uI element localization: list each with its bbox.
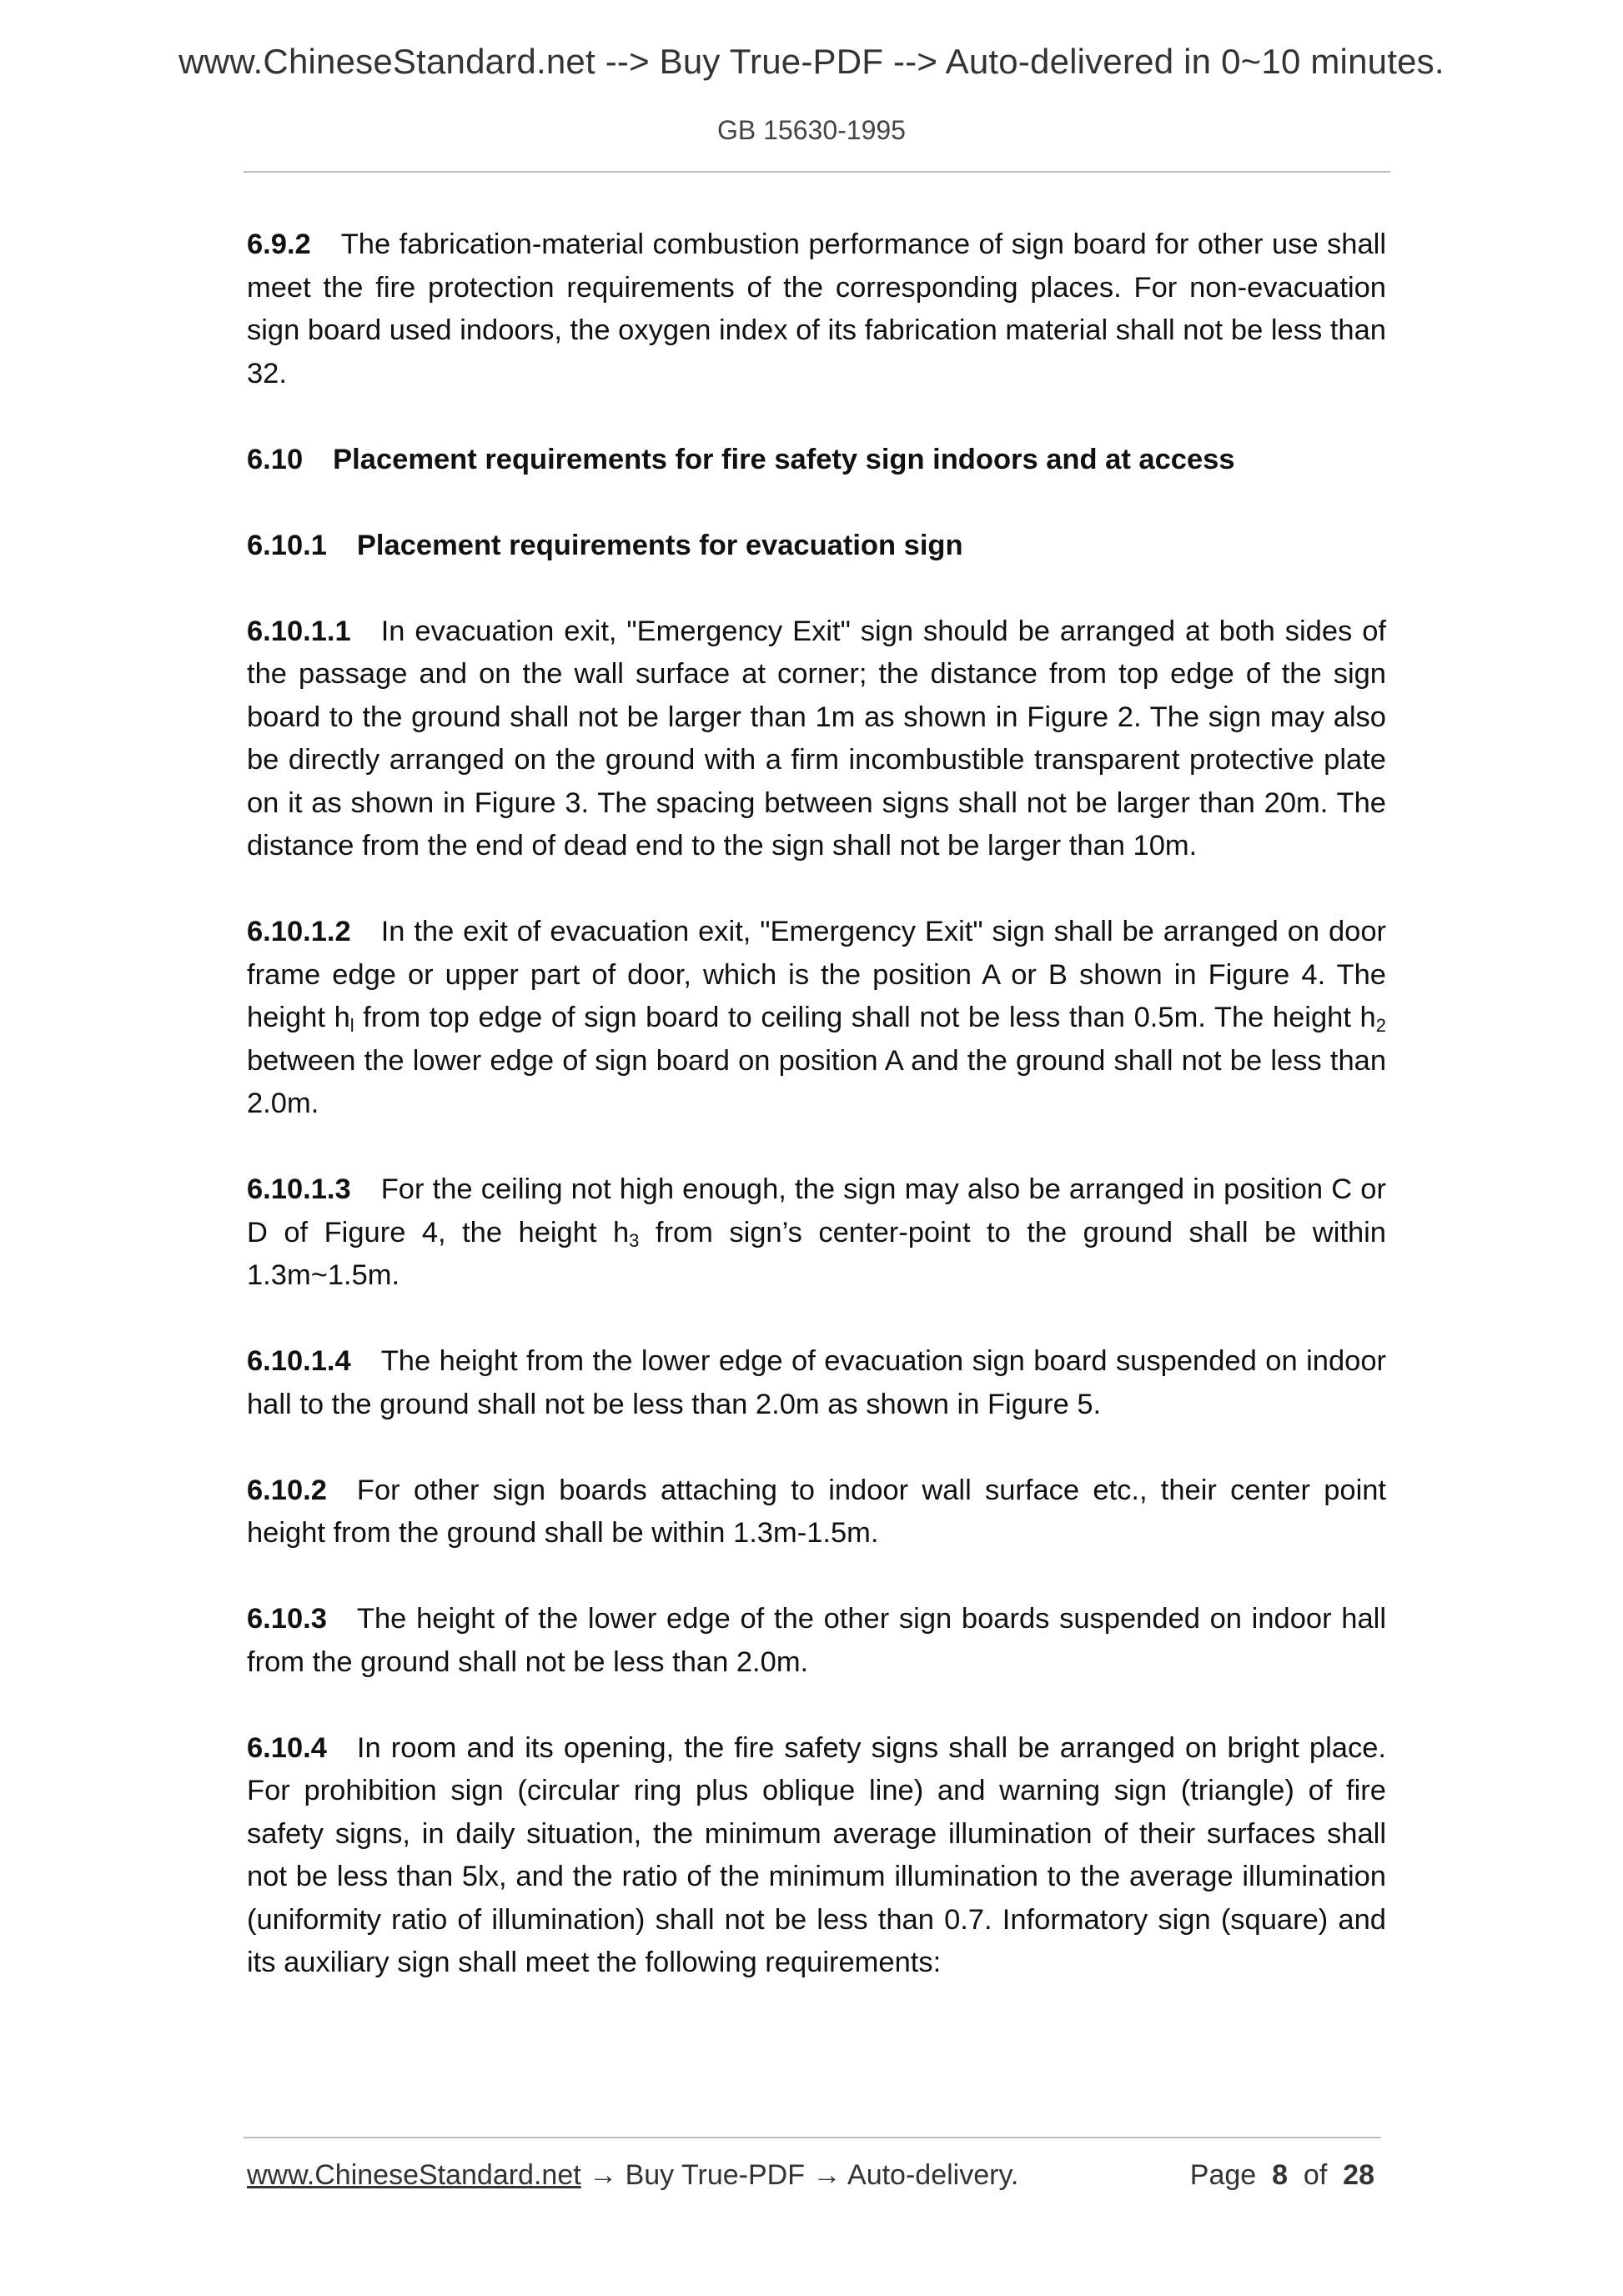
footer-delivery-text: Auto-delivery. [847, 2159, 1019, 2191]
page-footer [247, 2159, 1381, 2192]
site-banner[interactable]: www.ChineseStandard.net --> Buy True-PDF --> Auto-delivered in 0~10 minutes. [178, 42, 1445, 81]
clause-6-10-1-1 [247, 610, 1386, 868]
clause-number: 6.10.1.4 [247, 1345, 351, 1377]
clause-number: 6.9.2 [247, 229, 311, 260]
heading-number: 6.10.1 [247, 529, 327, 561]
page-indicator [1190, 2159, 1374, 2192]
clause-6-10-3 [247, 1598, 1386, 1684]
clause-6-10-1-2 [247, 911, 1386, 1126]
subscript: 3 [629, 1229, 640, 1251]
heading-6-10 [247, 439, 1386, 482]
clause-number: 6.10.2 [247, 1474, 327, 1506]
clause-text: For the ceiling not high enough, the sign may also be arranged in position C or D of Figure 4, the height h [247, 1173, 1386, 1248]
clause-6-10-1-3 [247, 1168, 1386, 1298]
document-id: GB 15630-1995 [717, 115, 906, 145]
clause-text: In room and its opening, the fire safety signs shall be arranged on bright place. For prohibition sign (circular ring plus oblique line) and warning sign (triangle) of fire safety signs, in daily situation, the minimum average illumination of their surfaces shall not be less than 5lx, and the ratio of the minimum illumination to the average illumination (uniformity ratio of illumination) shall not be less than 0.7. Informatory sign (square) and its auxiliary sign shall meet the following requirements: [247, 1731, 1386, 1978]
clause-text: The fabrication-material combustion performance of sign board for other use shall meet the fire protection requirements of the corresponding places. For non-evacuation sign board used indoors, the oxygen index of its fabrication material shall not be less than 32. [247, 229, 1386, 389]
subscript: l [349, 1015, 354, 1036]
clause-6-10-1-4 [247, 1340, 1386, 1426]
page-number: 8 [1272, 2159, 1288, 2191]
page-total: 28 [1343, 2159, 1374, 2191]
page-label: Page [1189, 2159, 1257, 2191]
clause-text: For other sign boards attaching to indoor wall surface etc., their center point height from the ground shall be within 1.3m-1.5m. [247, 1474, 1386, 1549]
clause-number: 6.10.1.3 [247, 1173, 351, 1205]
clause-6-10-4 [247, 1727, 1386, 1985]
clause-text: from top edge of sign board to ceiling shall not be less than 0.5m. The height h [354, 1002, 1376, 1033]
heading-text: Placement requirements for fire safety sign indoors and at access [333, 443, 1235, 475]
clause-text: In the exit of evacuation exit, "Emergency Exit" sign shall be arranged on door frame edge or upper part of door, which is the position A or B shown in Figure 4. The height h [247, 916, 1386, 1033]
clause-6-10-2 [247, 1470, 1386, 1555]
heading-text: Placement requirements for evacuation sign [356, 529, 963, 561]
clause-number: 6.10.1.1 [247, 615, 351, 647]
arrow-right-icon: → [589, 2159, 618, 2191]
clause-text: In evacuation exit, "Emergency Exit" sign should be arranged at both sides of the passage and on the wall surface at corner; the distance from top edge of the sign board to the ground shall not be larger than 1m as shown in Figure 2. The sign may also be directly arranged on the ground with a firm incombustible transparent protective plate on it as shown in Figure 3. The spacing between signs shall not be larger than 20m. The distance from the end of dead end to the sign shall not be larger than 10m. [247, 615, 1386, 862]
clause-text: from sign’s center-point to the ground shall be within 1.3m~1.5m. [247, 1216, 1386, 1291]
footer-divider [244, 2137, 1381, 2138]
clause-number: 6.10.4 [247, 1731, 327, 1764]
arrow-right-icon: → [812, 2159, 842, 2191]
subscript: 2 [1375, 1015, 1386, 1036]
clause-6-9-2 [247, 224, 1386, 395]
footer-site-link[interactable]: www.ChineseStandard.net [247, 2159, 581, 2191]
of-label: of [1303, 2159, 1328, 2191]
footer-buy-text: Buy True-PDF [625, 2159, 805, 2191]
heading-6-10-1 [247, 525, 1386, 568]
clause-text: between the lower edge of sign board on position A and the ground shall not be less than 2.0m. [247, 1044, 1386, 1119]
clause-text: The height from the lower edge of evacuation sign board suspended on indoor hall to the ground shall not be less than 2.0m as shown in Figure 5. [247, 1345, 1386, 1420]
clause-text: The height of the lower edge of the other sign boards suspended on indoor hall from the ground shall not be less than 2.0m. [247, 1603, 1386, 1678]
heading-number: 6.10 [247, 443, 304, 475]
clause-number: 6.10.1.2 [247, 916, 351, 947]
page-body [247, 224, 1386, 2027]
header-divider [244, 171, 1390, 173]
clause-number: 6.10.3 [247, 1603, 327, 1635]
